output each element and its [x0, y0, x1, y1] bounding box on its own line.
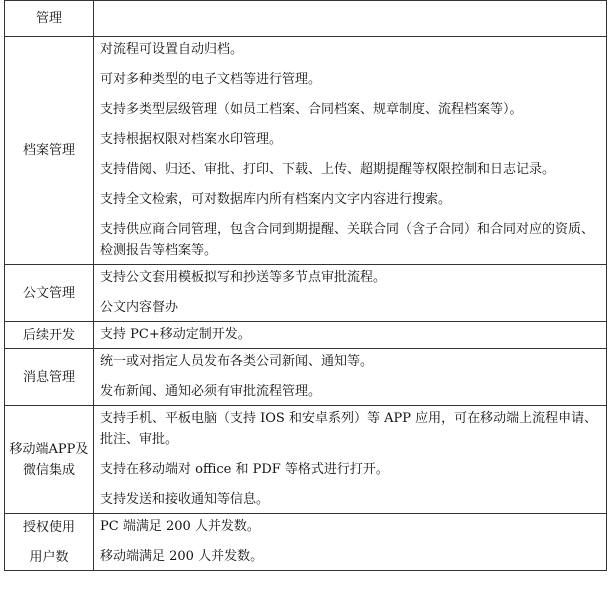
row-item: 支持全文检索，可对数据库内所有档案内文字内容进行搜索。	[100, 192, 452, 207]
row-category	[5, 514, 94, 571]
row-category: 移动端APP及微信集成	[5, 406, 94, 514]
row-content	[94, 349, 607, 406]
table-row	[5, 349, 607, 406]
row-content-empty	[94, 1, 607, 37]
row-category: 消息管理	[5, 349, 94, 406]
row-content	[94, 406, 607, 514]
row-item: 支持根据权限对档案水印管理。	[100, 132, 283, 147]
table-row	[5, 265, 607, 322]
row-item: 公文内容督办	[100, 300, 179, 315]
row-item: 支持多类型层级管理（如员工档案、合同档案、规章制度、流程档案等）。	[100, 102, 523, 117]
row-item: 支持公文套用模板拟写和抄送等多节点审批流程。	[100, 270, 387, 285]
table-row	[5, 406, 607, 514]
row-item: 统一或对指定人员发布各类公司新闻、通知等。	[100, 354, 374, 369]
table-row	[5, 322, 607, 349]
row-content	[94, 265, 607, 322]
row-item: 支持供应商合同管理，包含合同到期提醒、关联合同（含子合同）和合同对应的资质、检测报告等档案等。	[100, 222, 595, 258]
row-item: 支持借阅、归还、审批、打印、下载、上传、超期提醒等权限控制和日志记录。	[100, 162, 556, 177]
row-item: 移动端满足 200 人并发数。	[100, 549, 264, 564]
row-item: 支持 PC+移动定制开发。	[100, 327, 251, 342]
row-category-line: 用户数	[29, 549, 69, 565]
table-row	[5, 514, 607, 571]
row-item: 支持手机、平板电脑（支持 IOS 和安卓系列）等 APP 应用，可在移动端上流程申请、批注、审批。	[100, 411, 598, 447]
row-category: 档案管理	[5, 37, 94, 265]
row-content	[94, 322, 607, 349]
row-item: 可对多种类型的电子文档等进行管理。	[100, 72, 322, 87]
requirements-table	[4, 0, 607, 571]
table-row	[5, 1, 607, 37]
row-item: 支持发送和接收通知等信息。	[100, 492, 270, 507]
row-category-line: 授权使用	[22, 519, 75, 535]
row-item: 支持在移动端对 office 和 PDF 等格式进行打开。	[100, 462, 389, 477]
row-category: 公文管理	[5, 265, 94, 322]
row-category: 后续开发	[5, 322, 94, 349]
row-content	[94, 37, 607, 265]
row-item: PC 端满足 200 人并发数。	[100, 519, 260, 534]
table-row	[5, 37, 607, 265]
row-content	[94, 514, 607, 571]
row-item: 对流程可设置自动归档。	[100, 42, 244, 57]
row-item: 发布新闻、通知必须有审批流程管理。	[100, 384, 322, 399]
row-category: 管理	[5, 1, 94, 37]
